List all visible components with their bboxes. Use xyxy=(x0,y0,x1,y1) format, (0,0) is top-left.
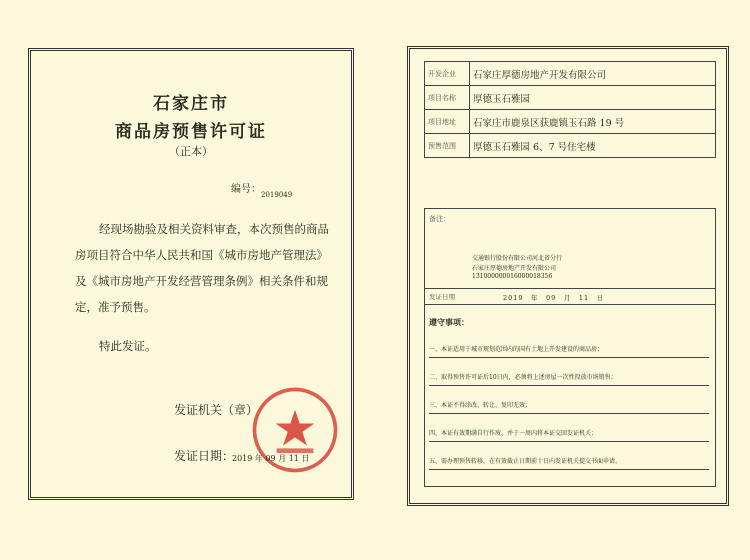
issue-date-value: 2019 年 09 月 11 日 xyxy=(503,294,605,302)
certificate-left-page xyxy=(28,48,354,500)
rules-item: 二、取得预售许可证后10日内，必须将上述房屋一次性投放市场销售； xyxy=(429,371,709,386)
rules-item: 一、本证适用于城市规划范围内的国有土地上开发建设的商品房； xyxy=(429,343,709,358)
table-row xyxy=(425,110,716,134)
developer-label: 开发企业 xyxy=(425,62,470,86)
remarks-line: 交通银行股份有限公司河北省分行 xyxy=(472,255,563,262)
project-address-value: 石家庄市鹿泉区获鹿镇玉石路 19 号 xyxy=(470,110,716,134)
remarks-label: 备注： xyxy=(429,215,450,223)
remarks-line: 石家庄厚德房地产开发有限公司 xyxy=(472,265,557,272)
table-row xyxy=(425,62,716,86)
rules-item: 五、需办理预售转移，在有效截止日期前十日内发证机关提交书面申请。 xyxy=(429,455,709,470)
table-row xyxy=(425,134,716,158)
presale-scope-label: 预售范围 xyxy=(425,134,470,158)
original-copy-label: （正本） xyxy=(169,145,213,158)
rules-title: 遵守事项： xyxy=(429,317,469,327)
project-name-value: 厚德玉石雅园 xyxy=(470,86,716,110)
developer-value: 石家庄厚德房地产开发有限公司 xyxy=(470,62,716,86)
issue-date-label: 发证日期 xyxy=(429,293,455,301)
table-row xyxy=(425,86,716,110)
number-label: 编号： xyxy=(231,184,261,195)
notice-text: 特此发证。 xyxy=(99,339,157,353)
project-name-label: 项目名称 xyxy=(425,86,470,110)
project-address-label: 项目地址 xyxy=(425,110,470,134)
number-value: 2019049 xyxy=(261,191,293,199)
issuer-label: 发证机关（章） xyxy=(174,403,259,417)
info-table xyxy=(424,61,716,158)
date-value: 2019 年 09 月 11 日 xyxy=(232,454,310,463)
date-label: 发证日期： xyxy=(174,449,235,463)
city-title: 石家庄市 xyxy=(153,94,229,114)
body-text: 经现场勘验及相关资料审查，本次预售的商品房项目符合中华人民共和国《城市房地产管理法》及《城市房地产开发经营管理条例》相关条件和规定，准予预售。 xyxy=(75,222,329,314)
certificate-right-page xyxy=(407,46,729,506)
remarks-section xyxy=(424,208,716,289)
remarks-line: 131000000016000018356 xyxy=(472,273,553,280)
rules-item: 四、本证有效期满自行作废，并于一周内将本证交回发证机关； xyxy=(429,427,709,442)
presale-scope-value: 厚德玉石雅园 6、7 号住宅楼 xyxy=(470,134,716,158)
issue-date-row xyxy=(424,289,716,305)
certificate-title: 商品房预售许可证 xyxy=(115,122,267,142)
rules-item: 三、本证不得涂改、转让、复印无效； xyxy=(429,399,709,414)
rules-section xyxy=(424,305,716,487)
